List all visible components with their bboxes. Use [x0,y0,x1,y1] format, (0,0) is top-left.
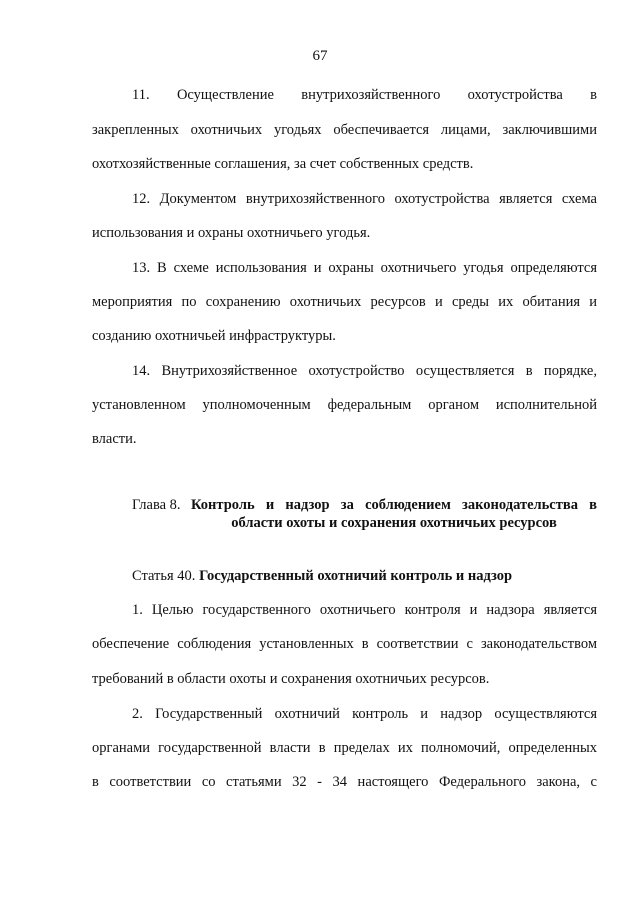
p13-line1: 13. В схеме использования и охраны охотничьего угодья определяются [132,260,597,276]
a1-line2: обеспечение соблюдения установленных в соответствии с законодательством [92,636,597,652]
a2-line3: в соответствии со статьями 32 - 34 настоящего Федерального закона, с [92,774,597,790]
p11-word: Осуществление [176,87,274,103]
a2-line2: органами государственной власти в пределах их полномочий, определенных [92,740,597,756]
p12-line1: 12. Документом внутрихозяйственного охотустройства является схема [132,191,597,207]
p11-line3: охотхозяйственные соглашения, за счет собственных средств. [92,156,474,172]
p11-word: внутрихозяйственного [301,87,441,103]
a1-line3: требований в области охоты и сохранения охотничьих ресурсов. [92,671,490,687]
p13-line3: созданию охотничьей инфраструктуры. [92,328,336,344]
p14-line3: власти. [92,431,137,447]
p11-line1 [132,86,597,104]
chapter-title-line2: области охоты и сохранения охотничьих ресурсов [231,515,557,531]
chapter-title-line1: Контроль и надзор за соблюдением законодательства в [191,497,597,513]
chapter-label: Глава 8. [132,497,181,513]
p14-line1: 14. Внутрихозяйственное охотустройство осуществляется в порядке, [132,363,597,379]
p11-word: 11. [132,87,150,103]
p11-word: в [590,87,597,103]
article-label: Статья 40. [132,568,196,584]
page-number: 67 [312,48,328,64]
a1-line1: 1. Целью государственного охотничьего контроля и надзора является [132,602,597,618]
p12-line2: использования и охраны охотничьего угодья. [92,225,371,241]
p11-word: охотустройства [467,87,563,103]
article-heading [132,567,512,585]
p11-line2: закрепленных охотничьих угодьях обеспечивается лицами, заключившими [92,122,597,138]
p13-line2: мероприятия по сохранению охотничьих ресурсов и среды их обитания и [92,294,597,310]
p14-line2: установленном уполномоченным федеральным органом исполнительной [92,397,597,413]
article-title: Государственный охотничий контроль и надзор [199,568,513,584]
a2-line1: 2. Государственный охотничий контроль и надзор осуществляются [132,706,597,722]
